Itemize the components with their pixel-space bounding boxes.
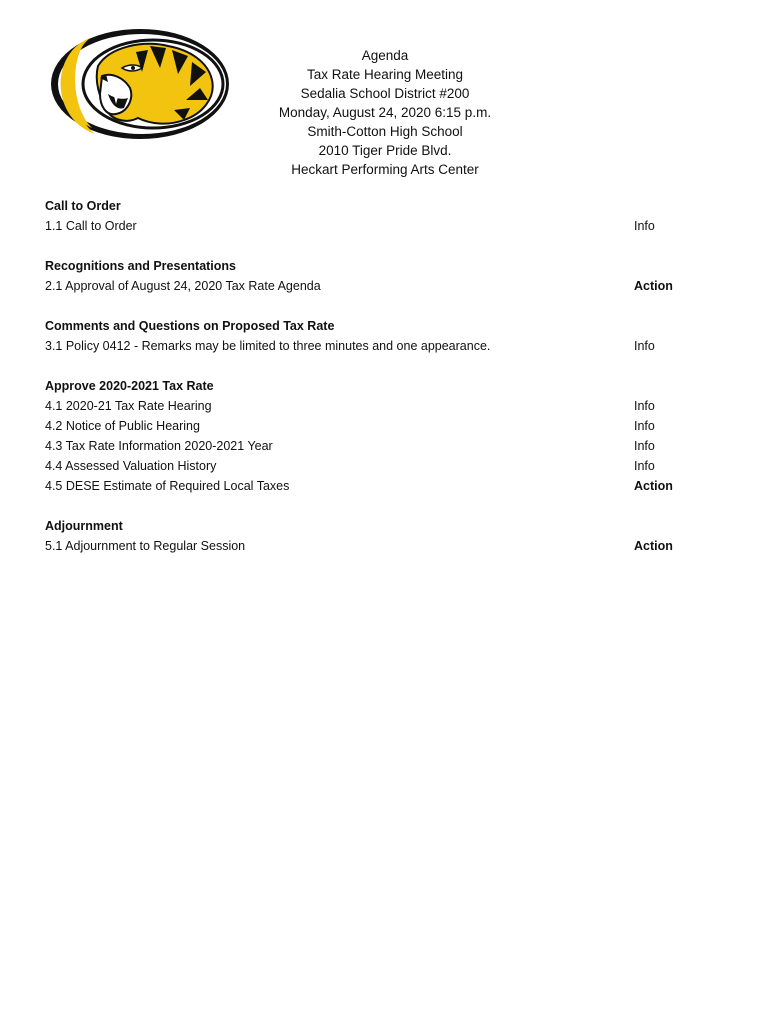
agenda-item (45, 476, 725, 496)
agenda-item-status: Info (634, 419, 655, 433)
agenda-item-text: 4.4 Assessed Valuation History (45, 459, 217, 473)
tiger-logo-icon (50, 28, 230, 140)
agenda-item (45, 416, 725, 436)
agenda-list (45, 196, 725, 576)
agenda-item (45, 536, 725, 556)
header-date-time: Monday, August 24, 2020 6:15 p.m. (278, 105, 492, 120)
section-title: Call to Order (45, 199, 121, 213)
agenda-item-text: 4.2 Notice of Public Hearing (45, 419, 200, 433)
section-title: Adjournment (45, 519, 123, 533)
section-recognitions (45, 256, 725, 296)
agenda-item (45, 396, 725, 416)
header-meeting-name: Tax Rate Hearing Meeting (306, 67, 464, 82)
agenda-item (45, 456, 725, 476)
section-title: Approve 2020-2021 Tax Rate (45, 379, 214, 393)
agenda-item-text: 5.1 Adjournment to Regular Session (45, 539, 246, 553)
agenda-header (255, 46, 515, 179)
agenda-item-status: Action (634, 539, 673, 553)
agenda-item-status: Info (634, 219, 655, 233)
section-call-to-order (45, 196, 725, 236)
section-comments (45, 316, 725, 356)
agenda-item-text: 2.1 Approval of August 24, 2020 Tax Rate Agenda (45, 279, 321, 293)
agenda-item-text: 1.1 Call to Order (45, 219, 137, 233)
agenda-item-status: Info (634, 459, 655, 473)
agenda-item-text: 4.3 Tax Rate Information 2020-2021 Year (45, 439, 273, 453)
header-venue: Heckart Performing Arts Center (291, 162, 479, 177)
agenda-item (45, 216, 725, 236)
section-approve-tax-rate (45, 376, 725, 496)
agenda-item (45, 436, 725, 456)
agenda-item-text: 4.1 2020-21 Tax Rate Hearing (45, 399, 212, 413)
agenda-item-status: Info (634, 399, 655, 413)
agenda-item (45, 336, 725, 356)
section-title: Comments and Questions on Proposed Tax Rate (45, 319, 335, 333)
header-school: Smith-Cotton High School (307, 124, 463, 139)
agenda-item-text: 3.1 Policy 0412 - Remarks may be limited to three minutes and one appearance. (45, 339, 491, 353)
header-title: Agenda (361, 48, 409, 63)
header-address: 2010 Tiger Pride Blvd. (318, 143, 452, 158)
agenda-item-text: 4.5 DESE Estimate of Required Local Taxes (45, 479, 290, 493)
section-title: Recognitions and Presentations (45, 259, 237, 273)
section-adjournment (45, 516, 725, 556)
agenda-item-status: Action (634, 479, 673, 493)
agenda-item (45, 276, 725, 296)
agenda-item-status: Action (634, 279, 673, 293)
header-district: Sedalia School District #200 (300, 86, 470, 101)
agenda-item-status: Info (634, 439, 655, 453)
agenda-item-status: Info (634, 339, 655, 353)
